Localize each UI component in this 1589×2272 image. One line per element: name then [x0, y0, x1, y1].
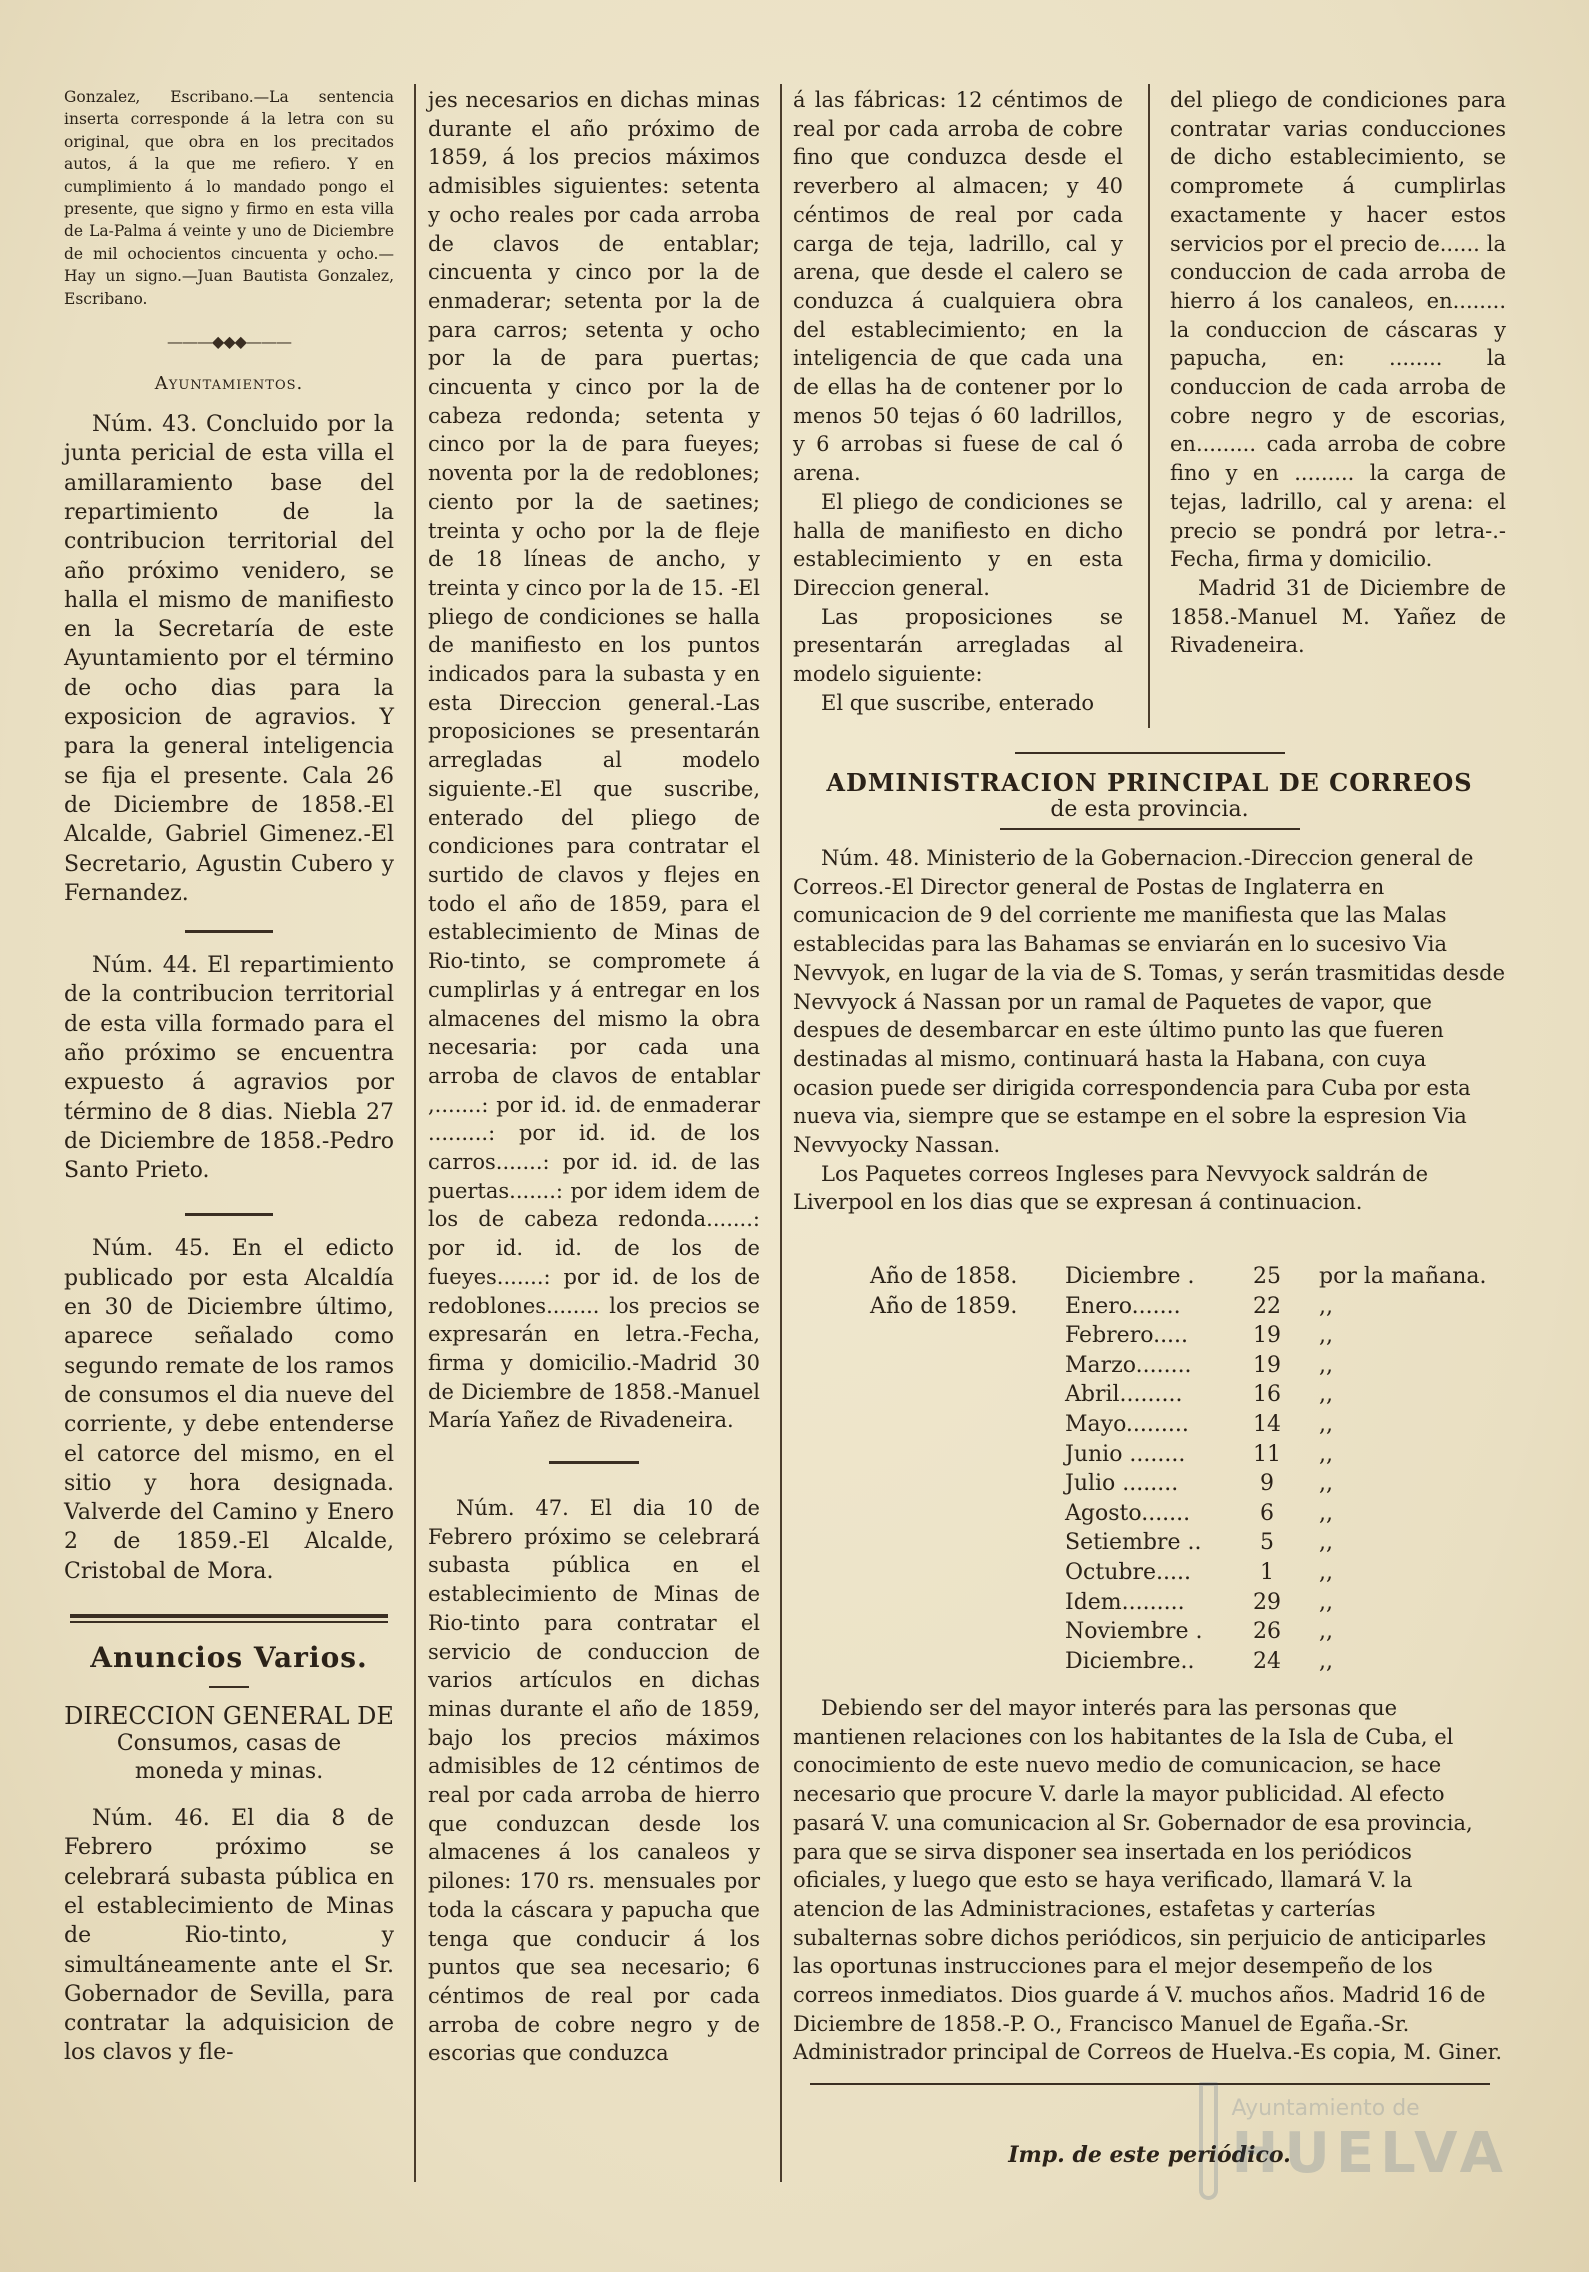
correos-section — [793, 752, 1506, 1217]
schedule-day: 26 — [1253, 1619, 1281, 1645]
schedule-row — [870, 1528, 1487, 1558]
schedule-day: 6 — [1260, 1500, 1274, 1526]
schedule-row — [870, 1351, 1487, 1381]
schedule-year — [870, 1469, 1065, 1499]
notice-47: Núm. 47. El dia 10 de Febrero próximo se celebrará subasta pública en el establecimiento de Minas de Rio-tinto para contratar el servicio de conduccion de varios artículos en dichas minas durante el año de 1859, bajo los precios máximos admisibles de 12 céntimos de real por cada arroba de hierro que conduzcan desde los almacenes á los canaleos y pilones: 170 rs. mensuales por toda la cáscara y papucha que tenga que conducir á los puntos que sea necesario; 6 céntimos de real por cada arroba de cobre negro y de escorias que conduzca — [428, 1496, 760, 2066]
schedule-month: Diciembre . — [1065, 1264, 1195, 1289]
schedule-month: Abril......... — [1065, 1382, 1183, 1408]
schedule-month: Agosto....... — [1065, 1500, 1191, 1526]
schedule-year — [870, 1588, 1065, 1618]
schedule-table — [870, 1262, 1487, 1676]
schedule-year — [870, 1410, 1065, 1440]
schedule-note: ,, — [1319, 1619, 1333, 1645]
coat-of-arms-icon — [1199, 2082, 1218, 2200]
watermark-line-1: Ayuntamiento de — [1231, 2096, 1420, 2121]
imprint-line: Imp. de este periódico. — [1008, 2142, 1291, 2168]
schedule-day: 29 — [1253, 1589, 1281, 1615]
column-rule-1 — [414, 84, 416, 2182]
notice-47-continued-e: del pliego de condiciones para contratar varias conducciones de dicho establecimiento, se compromete á cumplirlas exactamente y hacer estos servicios por el precio de...... la conduccion de cada arroba de hierro á los canaleos, en........ la conduccion de cáscaras y papucha, en: ........ la conduccion de cada arroba de cobre negro y de escorias, en......... cada arroba de cobre fino y en ......... la carga de tejas, ladrillo, cal y arena: el precio se pondrá por letra-.-Fecha, firma y domicilio. — [1170, 88, 1506, 572]
schedule-day: 5 — [1260, 1530, 1274, 1556]
schedule-day: 11 — [1253, 1441, 1281, 1467]
schedule-note: por la mañana. — [1319, 1264, 1487, 1289]
schedule-day: 24 — [1253, 1648, 1281, 1674]
schedule-year — [870, 1321, 1065, 1351]
notice-45: Núm. 45. En el edicto publicado por esta Alcaldía en 30 de Diciembre último, aparece señalado como segundo remate de los ramos de consumos el dia nueve del corriente, y debe entenderse el catorce del mismo, en el sitio y hora designada. Valverde del Camino y Enero 2 de 1859.-El Alcalde, Cristobal de Mora. — [64, 1236, 394, 1584]
schedule-month: Junio ........ — [1065, 1441, 1186, 1467]
schedule-year: Año de 1858. — [870, 1264, 1018, 1289]
double-rule — [70, 1614, 388, 1623]
schedule-note: ,, — [1319, 1559, 1333, 1585]
schedule-row — [870, 1321, 1487, 1351]
schedule-month: Enero....... — [1065, 1293, 1181, 1319]
column-3 — [793, 86, 1123, 717]
schedule-day: 19 — [1253, 1352, 1281, 1378]
schedule-note: ,, — [1319, 1500, 1333, 1526]
schedule-year — [870, 1380, 1065, 1410]
column-4 — [1170, 86, 1506, 660]
schedule-row — [870, 1262, 1487, 1292]
direccion-subtitle: Consumos, casas de moneda y minas. — [116, 1731, 342, 1785]
schedule-month: Noviembre . — [1065, 1619, 1203, 1645]
direccion-title: DIRECCION GENERAL DE — [64, 1702, 394, 1731]
schedule-row — [870, 1440, 1487, 1470]
schedule-day: 22 — [1253, 1293, 1281, 1319]
watermark-logo — [1199, 2082, 1509, 2232]
schedule-note: ,, — [1319, 1352, 1333, 1378]
schedule-month: Setiembre .. — [1065, 1530, 1202, 1556]
column-rule-3 — [1148, 84, 1150, 728]
column-rule-2 — [780, 84, 782, 2182]
paquetes-intro: Los Paquetes correos Ingleses para Nevvyock saldrán de Liverpool en los dias que se expresan á continuacion. — [793, 1161, 1429, 1215]
column-2 — [428, 86, 760, 2068]
schedule-month: Marzo........ — [1065, 1352, 1192, 1378]
notice-48: Núm. 48. Ministerio de la Gobernacion.-Direccion general de Correos.-El Director general de Postas de Inglaterra en comunicacion de 9 del corriente me manifiesta que las Malas establecidas para las Bahamas se enviarán en lo sucesivo Via Nevvyok, en lugar de la via de S. Tomas, y serán trasmitidas desde Nevvyock á Nassan por un ramal de Paquetes de vapor, que despues de desembarcar en este último punto las que fueren destinadas al mismo, continuará hasta la Habana, con cuya ocasion puede ser dirigida correspondencia para Cuba por esta nueva via, siempre que se estampe en el sobre la espresion Via Nevvyocky Nassan. — [793, 846, 1506, 1158]
column-1 — [64, 86, 394, 2068]
watermark-line-2: HUELVA — [1231, 2121, 1509, 2186]
section-heading-anuncios: Anuncios Varios. — [90, 1641, 368, 1675]
schedule-row — [870, 1410, 1487, 1440]
schedule-year — [870, 1351, 1065, 1381]
schedule-note: ,, — [1319, 1441, 1333, 1467]
schedule-note: ,, — [1319, 1293, 1333, 1319]
schedule-row — [870, 1380, 1487, 1410]
schedule-month: Mayo......... — [1065, 1411, 1189, 1437]
schedule-day: 25 — [1253, 1264, 1281, 1289]
notice-46-continued: jes necesarios en dichas minas durante el año próximo de 1859, á los precios máximos admisibles siguientes: setenta y ocho reales por cada arroba de clavos de entablar; cincuenta y cinco por la de enmaderar; setenta por la de para carros; setenta y ocho por la de para puertas; cincuenta y cinco por la de cabeza redonda; setenta y cinco por la de para fueyes; noventa por la de redoblones; ciento por la de saetines; treinta y ocho por la de fleje de 18 líneas de ancho, y treinta y cinco por la de 15. -El pliego de condiciones se halla de manifiesto en los puntos indicados para la subasta y en esta Direccion general.-Las proposiciones se presentarán arregladas al modelo siguiente.-El que suscribe, enterado del pliego de condiciones para contratar el surtido de clavos y flejes en todo el año de 1859, para el establecimiento de Minas de Rio-tinto, se compromete á cumplirlas y á entregar en los almacenes del mismo la obra necesaria: por cada una arroba de clavos de entablar ,.......: por id. id. de enmaderar .........: por id. id. de los carros.......: por id. id. de las puertas.......: por idem idem de los de cabeza redonda.......: por id. id. de los de fueyes.......: por id. de los de redoblones........ los precios se expresarán en letra.-Fecha, firma y domicilio.-Madrid 30 de Diciembre de 1858.-Manuel María Yañez de Rivadeneira. — [428, 88, 760, 1433]
schedule-month: Diciembre.. — [1065, 1648, 1195, 1674]
schedule-row — [870, 1588, 1487, 1618]
schedule-year — [870, 1440, 1065, 1470]
notice-47-continued-a: á las fábricas: 12 céntimos de real por cada arroba de cobre fino que conduzca desde el reverbero al almacen; y 40 céntimos de real por cada carga de teja, ladrillo, cal y arena, que desde el calero se conduzca á cualquiera obra del establecimiento; en la inteligencia de que cada una de ellas ha de contener por lo menos 50 tejas ó 60 ladrillos, y 6 arrobas si fuese de cal ó arena. — [793, 88, 1123, 486]
schedule-day: 1 — [1260, 1559, 1274, 1585]
ornament-divider: ———◆◆◆——— — [167, 332, 291, 352]
schedule-note: ,, — [1319, 1382, 1333, 1408]
schedule-row — [870, 1617, 1487, 1647]
schedule-month: Idem......... — [1065, 1589, 1185, 1615]
correos-title: ADMINISTRACION PRINCIPAL DE CORREOS — [826, 768, 1473, 797]
schedule-year — [870, 1617, 1065, 1647]
schedule-row — [870, 1469, 1487, 1499]
schedule-row — [870, 1647, 1487, 1677]
schedule-day: 16 — [1253, 1382, 1281, 1408]
schedule-note: ,, — [1319, 1648, 1333, 1674]
schedule-year: Año de 1859. — [870, 1293, 1018, 1319]
correos-subtitle: de esta provincia. — [1050, 797, 1249, 822]
notice-44: Núm. 44. El repartimiento de la contribucion territorial de esta villa formado para el año próximo se encuentra expuesto á agravios por término de 8 dias. Niebla 27 de Diciembre de 1858.-Pedro Santo Prieto. — [64, 953, 394, 1184]
notice-47-continued-d: El que suscribe, enterado — [821, 690, 1095, 715]
notice-47-continued-b: El pliego de condiciones se halla de manifiesto en dicho establecimiento y en esta Direccion general. — [793, 489, 1123, 600]
schedule-year — [870, 1647, 1065, 1677]
schedule-year — [870, 1558, 1065, 1588]
notice-47-signature: Madrid 31 de Diciembre de 1858.-Manuel M. Yañez de Rivadeneira. — [1170, 575, 1506, 658]
schedule-row — [870, 1558, 1487, 1588]
schedule-month: Febrero..... — [1065, 1323, 1189, 1349]
schedule-note: ,, — [1319, 1589, 1333, 1615]
schedule-row — [870, 1292, 1487, 1322]
section-heading-ayuntamientos: Ayuntamientos. — [154, 373, 304, 395]
schedule-day: 14 — [1253, 1411, 1281, 1437]
sailing-schedule — [870, 1262, 1487, 1676]
correos-closing — [793, 1694, 1506, 2085]
schedule-note: ,, — [1319, 1471, 1333, 1497]
schedule-month: Julio ........ — [1065, 1471, 1179, 1497]
schedule-row — [870, 1499, 1487, 1529]
schedule-year — [870, 1528, 1065, 1558]
schedule-day: 19 — [1253, 1323, 1281, 1349]
schedule-note: ,, — [1319, 1530, 1333, 1556]
sentence-notice: Gonzalez, Escribano.—La sentencia inserta corresponde á la letra con su original, que obra en los precitados autos, á la que me refiero. Y en cumplimiento á lo mandado pongo el presente, que signo y firmo en esta villa de La-Palma á veinte y uno de Diciembre de mil ochocientos cincuenta y ocho.—Hay un signo.—Juan Bautista Gonzalez, Escribano. — [64, 88, 394, 308]
notice-47-continued-c: Las proposiciones se presentarán arregladas al modelo siguiente: — [793, 604, 1123, 687]
notice-46: Núm. 46. El dia 8 de Febrero próximo se celebrará subasta pública en el establecimiento de Minas de Rio-tinto, y simultáneamente ante el Sr. Gobernador de Sevilla, para contratar la adquisicion de los clavos y fle- — [64, 1806, 394, 2066]
schedule-note: ,, — [1319, 1411, 1333, 1437]
schedule-year — [870, 1499, 1065, 1529]
schedule-day: 9 — [1260, 1471, 1274, 1497]
closing-paragraph: Debiendo ser del mayor interés para las personas que mantienen relaciones con los habitantes de la Isla de Cuba, el conocimiento de este nuevo medio de comunicacion, se hace necesario que procure V. darle la mayor publicidad. Al efecto pasará V. una comunicacion al Sr. Gobernador de esa provincia, para que se sirva disponer sea insertada en los periódicos oficiales, y luego que esto se haya verificado, llamará V. la atencion de las Administraciones, estafetas y carterías subalternas sobre dichos periódicos, sin perjuicio de anticiparles las oportunas instrucciones para el mejor desempeño de los correos inmediatos. Dios guarde á V. muchos años. Madrid 16 de Diciembre de 1858.-P. O., Francisco Manuel de Egaña.-Sr. Administrador principal de Correos de Huelva.-Es copia, M. Giner. — [793, 1696, 1503, 2065]
schedule-month: Octubre..... — [1065, 1559, 1191, 1585]
notice-43: Núm. 43. Concluido por la junta pericial de esta villa el amillaramiento base del repartimiento de la contribucion territorial del año próximo venidero, se halla el mismo de manifiesto en la Secretaría de este Ayuntamiento por el término de ocho dias para la exposicion de agravios. Y para la general inteligencia se fija el presente. Cala 26 de Diciembre de 1858.-El Alcalde, Gabriel Gimenez.-El Secretario, Agustin Cubero y Fernandez. — [64, 412, 394, 906]
schedule-note: ,, — [1319, 1323, 1333, 1349]
